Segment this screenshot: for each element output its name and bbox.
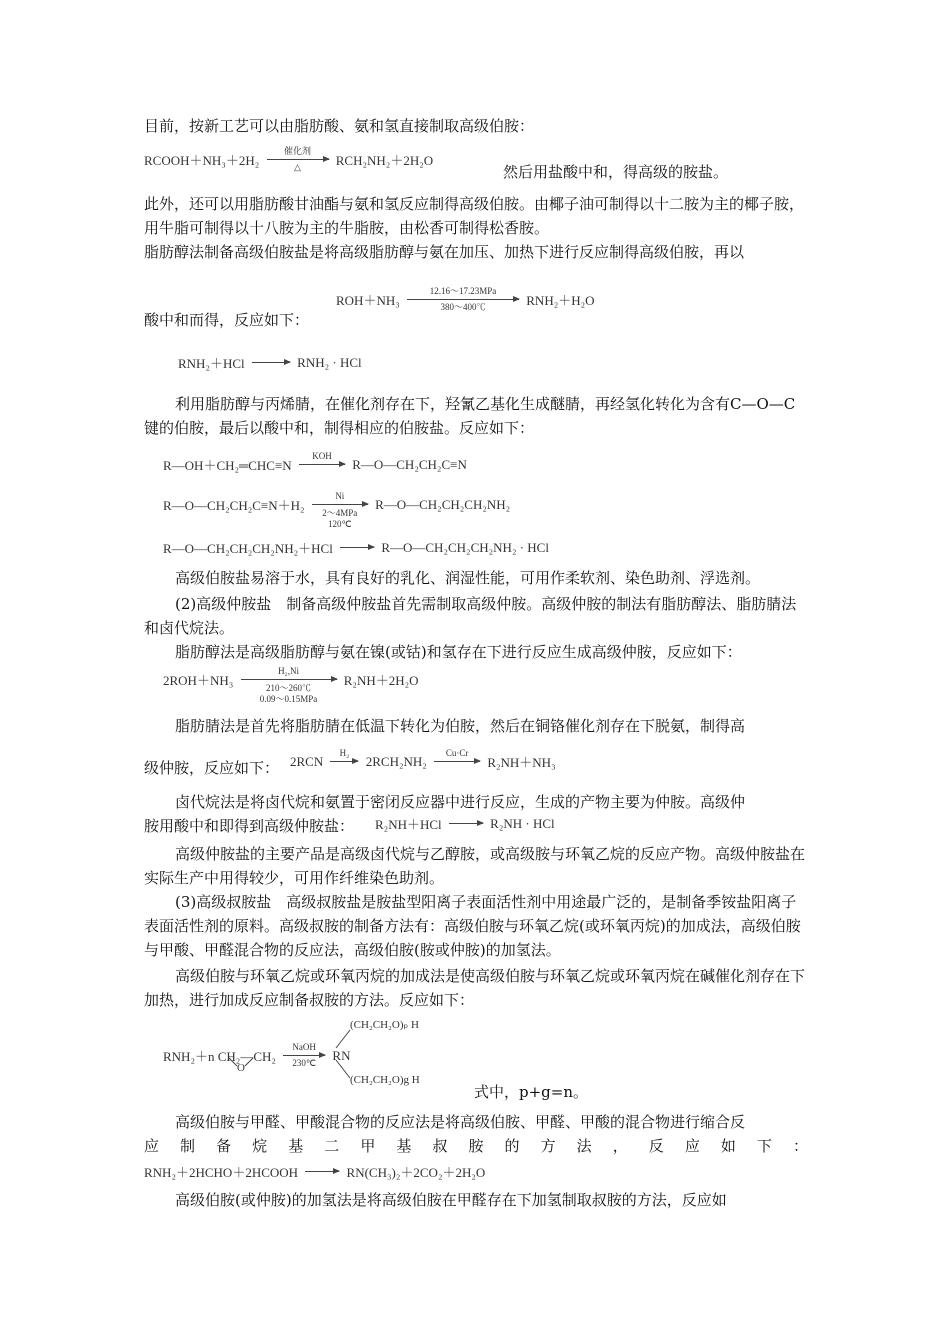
- equation-secondary-amine-alcohol: 2ROH＋NH₃ H₂,Ni 210～260℃ 0.09～0.15MPa R₂NH＋2H₂O: [163, 666, 419, 704]
- equation-right: RCH₂NH₂＋2H₂O: [335, 153, 434, 168]
- paragraph-secondary-amine-heading: (2)高级仲胺盐 制备高级仲胺盐首先需制取高级仲胺。高级仲胺的制法有脂肪醇法、脂肪腈法和卤代烷法。: [144, 595, 797, 637]
- paragraph-formaldehyde-method-cont: 应制备烷基二甲基叔胺的方法，反应如下：: [144, 1137, 808, 1155]
- paragraph-primary-amine-uses: 高级伯胺盐易溶于水，具有良好的乳化、润湿性能，可用作柔软剂、染色助剂、浮选剂。: [175, 569, 761, 587]
- paragraph-formaldehyde-method: 高级伯胺与甲醛、甲酸混合物的反应法是将高级伯胺、甲醛、甲酸的混合物进行缩合反: [175, 1113, 746, 1131]
- paragraph-fatty-alcohol-method-cont: 酸中和而得，反应如下：: [144, 311, 310, 329]
- branch-top: (CH₂CH₂O)ₚ H: [350, 1019, 419, 1031]
- paragraph-haloalkane-method-cont: 胺用酸中和即得到高级仲胺盐：: [144, 817, 355, 835]
- equation-eschweiler-clarke: RNH₂＋2HCHO＋2HCOOH RN(CH₃)₂＋2CO₂＋2H₂O: [144, 1165, 486, 1180]
- equation-fatty-acid-amination: [144, 146, 434, 172]
- paragraph-intro-tail: 然后用盐酸中和，得高级的胺盐。: [503, 163, 729, 181]
- reaction-arrow-icon: Cu·Cr: [434, 761, 480, 762]
- epoxide-oxygen: O: [237, 1062, 245, 1074]
- equation-alcohol-ammonia: ROH＋NH₃ 12.16～17.23MPa 380～400℃ RNH₂＋H₂O: [336, 286, 595, 312]
- epoxide-ring-icon: [226, 1056, 256, 1070]
- paragraph-hydrogenation-method: 高级伯胺(或仲胺)的加氢法是将高级伯胺在甲醛存在下加氢制取叔胺的方法，反应如: [175, 1191, 727, 1209]
- paragraph-tertiary-amine-heading: (3)高级叔胺盐 高级叔胺盐是胺盐型阳离子表面活性剂中用途最广泛的，是制备季铵盐阳离子表面活性剂的原料。高级叔胺的制备方法有：高级伯胺与环氧乙烷(或环氧丙烷)的加成法，高级伯胺与甲酸、甲醛混合物的反应法，高级伯胺(胺或仲胺)的加氢法。: [144, 893, 801, 959]
- reaction-arrow-icon: H₂,Ni 210～260℃ 0.09～0.15MPa: [241, 679, 337, 680]
- reaction-arrow-icon: H₂: [330, 761, 358, 762]
- paragraph-intro: 目前，按新工艺可以由脂肪酸、氨和氢直接制取高级伯胺：: [144, 117, 535, 135]
- equation-cyanoethylation: R—OH＋CH₂═CHC≡N KOH R—O—CH₂CH₂C≡N: [163, 451, 467, 473]
- reaction-arrow-icon: Ni 2～4MPa 120℃: [312, 504, 368, 505]
- reaction-arrow-icon: [340, 547, 374, 548]
- reaction-arrow-icon: [252, 362, 290, 363]
- reaction-arrow-icon: [449, 823, 483, 824]
- equation-ethoxylation: RNH₂＋n CH₂—CH₂ NaOH 230℃ RN: [163, 1042, 351, 1068]
- paragraph-nitrile-method: 脂肪腈法是首先将脂肪腈在低温下转化为伯胺，然后在铜铬催化剂存在下脱氨，制得高: [175, 717, 746, 735]
- paragraph-fatty-alcohol-method: 脂肪醇法制备高级伯胺盐是将高级脂肪醇与氨在加压、加热下进行反应制得高级伯胺，再以: [144, 243, 745, 261]
- paragraph-secondary-amine-products: 高级仲胺盐的主要产品是高级卤代烷与乙醇胺，或高级胺与环氧乙烷的反应产物。高级仲胺盐在实际生产中用得较少，可用作纤维染色助剂。: [144, 845, 806, 887]
- equation-nitrile-to-secondary: 2RCN H₂ 2RCH₂NH₂ Cu·Cr R₂NH＋NH₃: [290, 748, 556, 770]
- reaction-arrow-icon: NaOH 230℃: [283, 1055, 325, 1056]
- reaction-arrow-icon: 12.16～17.23MPa 380～400℃: [407, 299, 519, 300]
- paragraph-haloalkane-method: 卤代烷法是将卤代烷和氨置于密闭反应器中进行反应，生成的产物主要为仲胺。高级仲: [175, 793, 746, 811]
- reaction-arrow-icon: KOH: [299, 464, 345, 465]
- equation-amine-hcl: RNH₂＋HCl RNH₂ · HCl: [178, 354, 362, 371]
- paragraph-acrylonitrile-method: 利用脂肪醇与丙烯腈，在催化剂存在下，羟氰乙基化生成醚腈，再经氢化转化为含有C—O—C 键的伯胺，最后以酸中和，制得相应的伯胺盐。反应如下：: [144, 395, 796, 437]
- equation-left: RCOOH＋NH₃＋2H₂: [144, 153, 260, 168]
- equation-secondary-amine-hcl: R₂NH＋HCl R₂NH · HCl: [375, 815, 555, 832]
- equation-note: 式中，p+g=n。: [474, 1083, 589, 1101]
- paragraph-nitrile-method-cont: 级仲胺，反应如下：: [144, 759, 280, 777]
- equation-ether-amine-hcl: R—O—CH₂CH₂CH₂NH₂＋HCl R—O—CH₂CH₂CH₂NH₂ · HCl: [163, 539, 549, 556]
- reaction-arrow-icon: [305, 1171, 339, 1172]
- paragraph-glyceride-method: 此外，还可以用脂肪酸甘油酯与氨和氢反应制得高级伯胺。由椰子油可制得以十二胺为主的椰子胺，用牛脂可制得以十八胺为主的牛脂胺，由松香可制得松香胺。: [144, 195, 805, 237]
- paragraph-secondary-alcohol-method: 脂肪醇法是高级脂肪醇与氨在镍(或钴)和氢存在下进行反应生成高级仲胺，反应如下：: [175, 643, 742, 661]
- branch-bottom: (CH₂CH₂O)g H: [350, 1074, 420, 1086]
- paragraph-ethoxylation-method: 高级伯胺与环氧乙烷或环氧丙烷的加成法是使高级伯胺与环氧乙烷或环氧丙烷在碱催化剂存在下加热，进行加成反应制备叔胺的方法。反应如下：: [144, 967, 806, 1009]
- equation-nitrile-hydrogenation: R—O—CH₂CH₂C≡N＋H₂ Ni 2～4MPa 120℃ R—O—CH₂CH₂CH₂NH₂: [163, 491, 511, 529]
- reaction-arrow-icon: 催化剂 △: [267, 159, 329, 160]
